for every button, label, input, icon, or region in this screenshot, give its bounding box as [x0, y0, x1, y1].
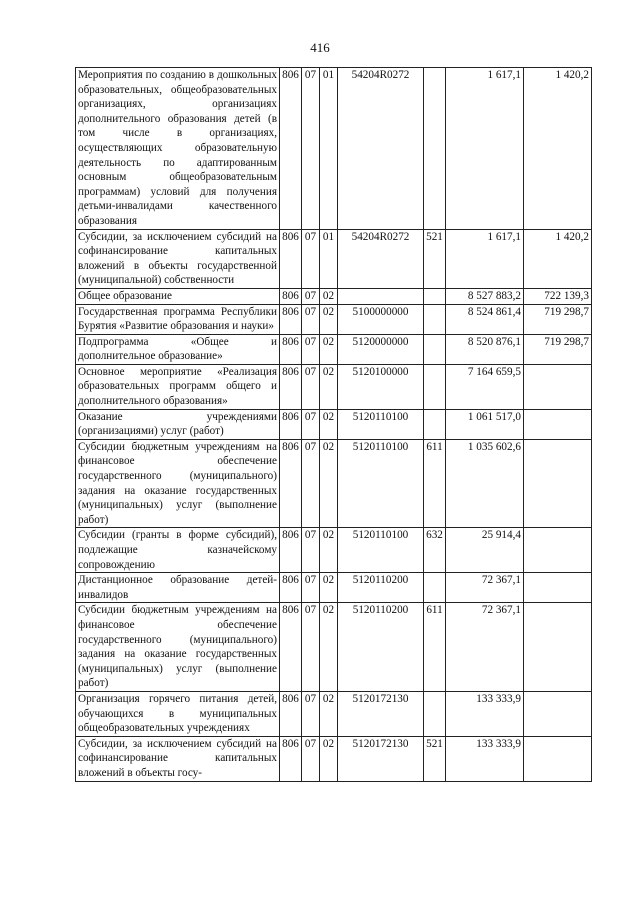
table-row	[76, 736, 592, 781]
amount-cell: 8 520 876,1	[446, 334, 524, 364]
expense-name-cell: Дистанционное образование детей-инвалидов	[76, 573, 280, 603]
amount-cell: 1 617,1	[446, 68, 524, 230]
expense-type-cell	[424, 68, 446, 230]
ministry-code-cell: 806	[280, 288, 302, 304]
target-article-cell: 54204R0272	[338, 229, 424, 288]
subsection-code-cell: 02	[320, 439, 338, 528]
ministry-code-cell: 806	[280, 691, 302, 736]
expense-name-cell: Общее образование	[76, 288, 280, 304]
target-article-cell	[338, 288, 424, 304]
amount-cell: 7 164 659,5	[446, 364, 524, 409]
amount-cell: 25 914,4	[446, 528, 524, 573]
subsection-code-cell: 02	[320, 304, 338, 334]
ministry-code-cell: 806	[280, 364, 302, 409]
amount-second-cell: 1 420,2	[524, 229, 592, 288]
subsection-code-cell: 02	[320, 364, 338, 409]
section-code-cell: 07	[302, 229, 320, 288]
ministry-code-cell: 806	[280, 573, 302, 603]
subsection-code-cell: 01	[320, 229, 338, 288]
table-row	[76, 439, 592, 528]
expense-name-cell: Субсидии бюджетным учреждениям на финансовое обеспечение государственного (муниципального) задания на оказание государственных (муниципальных) услуг (выполнение работ)	[76, 439, 280, 528]
budget-table	[75, 67, 592, 782]
amount-cell: 8 527 883,2	[446, 288, 524, 304]
table-row	[76, 691, 592, 736]
expense-type-cell: 611	[424, 603, 446, 692]
subsection-code-cell: 02	[320, 691, 338, 736]
amount-cell: 1 617,1	[446, 229, 524, 288]
ministry-code-cell: 806	[280, 736, 302, 781]
amount-second-cell: 719 298,7	[524, 304, 592, 334]
expense-type-cell: 632	[424, 528, 446, 573]
ministry-code-cell: 806	[280, 229, 302, 288]
section-code-cell: 07	[302, 736, 320, 781]
table-body	[76, 68, 592, 782]
amount-second-cell	[524, 691, 592, 736]
expense-name-cell: Государственная программа Республики Бурятия «Развитие образования и науки»	[76, 304, 280, 334]
section-code-cell: 07	[302, 409, 320, 439]
section-code-cell: 07	[302, 304, 320, 334]
section-code-cell: 07	[302, 528, 320, 573]
subsection-code-cell: 02	[320, 603, 338, 692]
ministry-code-cell: 806	[280, 334, 302, 364]
amount-cell: 133 333,9	[446, 691, 524, 736]
section-code-cell: 07	[302, 439, 320, 528]
subsection-code-cell: 02	[320, 288, 338, 304]
section-code-cell: 07	[302, 68, 320, 230]
expense-name-cell: Организация горячего питания детей, обучающихся в муниципальных общеобразовательных учреждениях	[76, 691, 280, 736]
target-article-cell: 5120000000	[338, 334, 424, 364]
ministry-code-cell: 806	[280, 528, 302, 573]
expense-name-cell: Оказание учреждениями (организациями) услуг (работ)	[76, 409, 280, 439]
table-row	[76, 409, 592, 439]
table-row	[76, 603, 592, 692]
target-article-cell: 5120110100	[338, 528, 424, 573]
target-article-cell: 5100000000	[338, 304, 424, 334]
subsection-code-cell: 02	[320, 334, 338, 364]
amount-cell: 1 035 602,6	[446, 439, 524, 528]
amount-cell: 133 333,9	[446, 736, 524, 781]
target-article-cell: 54204R0272	[338, 68, 424, 230]
subsection-code-cell: 01	[320, 68, 338, 230]
ministry-code-cell: 806	[280, 603, 302, 692]
subsection-code-cell: 02	[320, 528, 338, 573]
target-article-cell: 5120110200	[338, 573, 424, 603]
expense-type-cell	[424, 288, 446, 304]
expense-type-cell	[424, 409, 446, 439]
amount-second-cell: 722 139,3	[524, 288, 592, 304]
section-code-cell: 07	[302, 691, 320, 736]
amount-second-cell	[524, 573, 592, 603]
expense-name-cell: Субсидии бюджетным учреждениям на финансовое обеспечение государственного (муниципального) задания на оказание государственных (муниципальных) услуг (выполнение работ)	[76, 603, 280, 692]
expense-type-cell	[424, 573, 446, 603]
table-row	[76, 68, 592, 230]
amount-second-cell	[524, 409, 592, 439]
amount-second-cell	[524, 439, 592, 528]
target-article-cell: 5120110200	[338, 603, 424, 692]
amount-second-cell	[524, 364, 592, 409]
section-code-cell: 07	[302, 603, 320, 692]
expense-name-cell: Субсидии, за исключением субсидий на софинансирование капитальных вложений в объекты госу-	[76, 736, 280, 781]
table-row	[76, 364, 592, 409]
expense-type-cell	[424, 304, 446, 334]
table-row	[76, 229, 592, 288]
table-row	[76, 528, 592, 573]
amount-second-cell: 719 298,7	[524, 334, 592, 364]
ministry-code-cell: 806	[280, 304, 302, 334]
table-row	[76, 288, 592, 304]
amount-second-cell	[524, 603, 592, 692]
amount-cell: 72 367,1	[446, 603, 524, 692]
target-article-cell: 5120172130	[338, 691, 424, 736]
section-code-cell: 07	[302, 364, 320, 409]
section-code-cell: 07	[302, 573, 320, 603]
expense-name-cell: Основное мероприятие «Реализация образовательных программ общего и дополнительного образования»	[76, 364, 280, 409]
ministry-code-cell: 806	[280, 409, 302, 439]
expense-name-cell: Подпрограмма «Общее и дополнительное образование»	[76, 334, 280, 364]
expense-type-cell	[424, 334, 446, 364]
amount-second-cell	[524, 736, 592, 781]
table-row	[76, 304, 592, 334]
page-number: 416	[310, 40, 330, 55]
amount-second-cell	[524, 528, 592, 573]
amount-cell: 72 367,1	[446, 573, 524, 603]
ministry-code-cell: 806	[280, 68, 302, 230]
table-row	[76, 573, 592, 603]
expense-name-cell: Мероприятия по созданию в дошкольных образовательных, общеобразовательных организациях, организациях дополнительного образования детей (в том числе в организациях, осуществляющих образовательную деятельность по адаптированным основным общеобразовательным программам) условий для получения детьми-инвалидами качественного образования	[76, 68, 280, 230]
subsection-code-cell: 02	[320, 736, 338, 781]
expense-type-cell: 521	[424, 736, 446, 781]
expense-name-cell: Субсидии, за исключением субсидий на софинансирование капитальных вложений в объекты государственной (муниципальной) собственности	[76, 229, 280, 288]
subsection-code-cell: 02	[320, 573, 338, 603]
expense-type-cell	[424, 364, 446, 409]
section-code-cell: 07	[302, 334, 320, 364]
expense-name-cell: Субсидии (гранты в форме субсидий), подлежащие казначейскому сопровождению	[76, 528, 280, 573]
amount-cell: 1 061 517,0	[446, 409, 524, 439]
subsection-code-cell: 02	[320, 409, 338, 439]
expense-type-cell: 611	[424, 439, 446, 528]
target-article-cell: 5120172130	[338, 736, 424, 781]
target-article-cell: 5120110100	[338, 409, 424, 439]
table-row	[76, 334, 592, 364]
amount-second-cell: 1 420,2	[524, 68, 592, 230]
target-article-cell: 5120100000	[338, 364, 424, 409]
target-article-cell: 5120110100	[338, 439, 424, 528]
amount-cell: 8 524 861,4	[446, 304, 524, 334]
expense-type-cell	[424, 691, 446, 736]
section-code-cell: 07	[302, 288, 320, 304]
ministry-code-cell: 806	[280, 439, 302, 528]
expense-type-cell: 521	[424, 229, 446, 288]
